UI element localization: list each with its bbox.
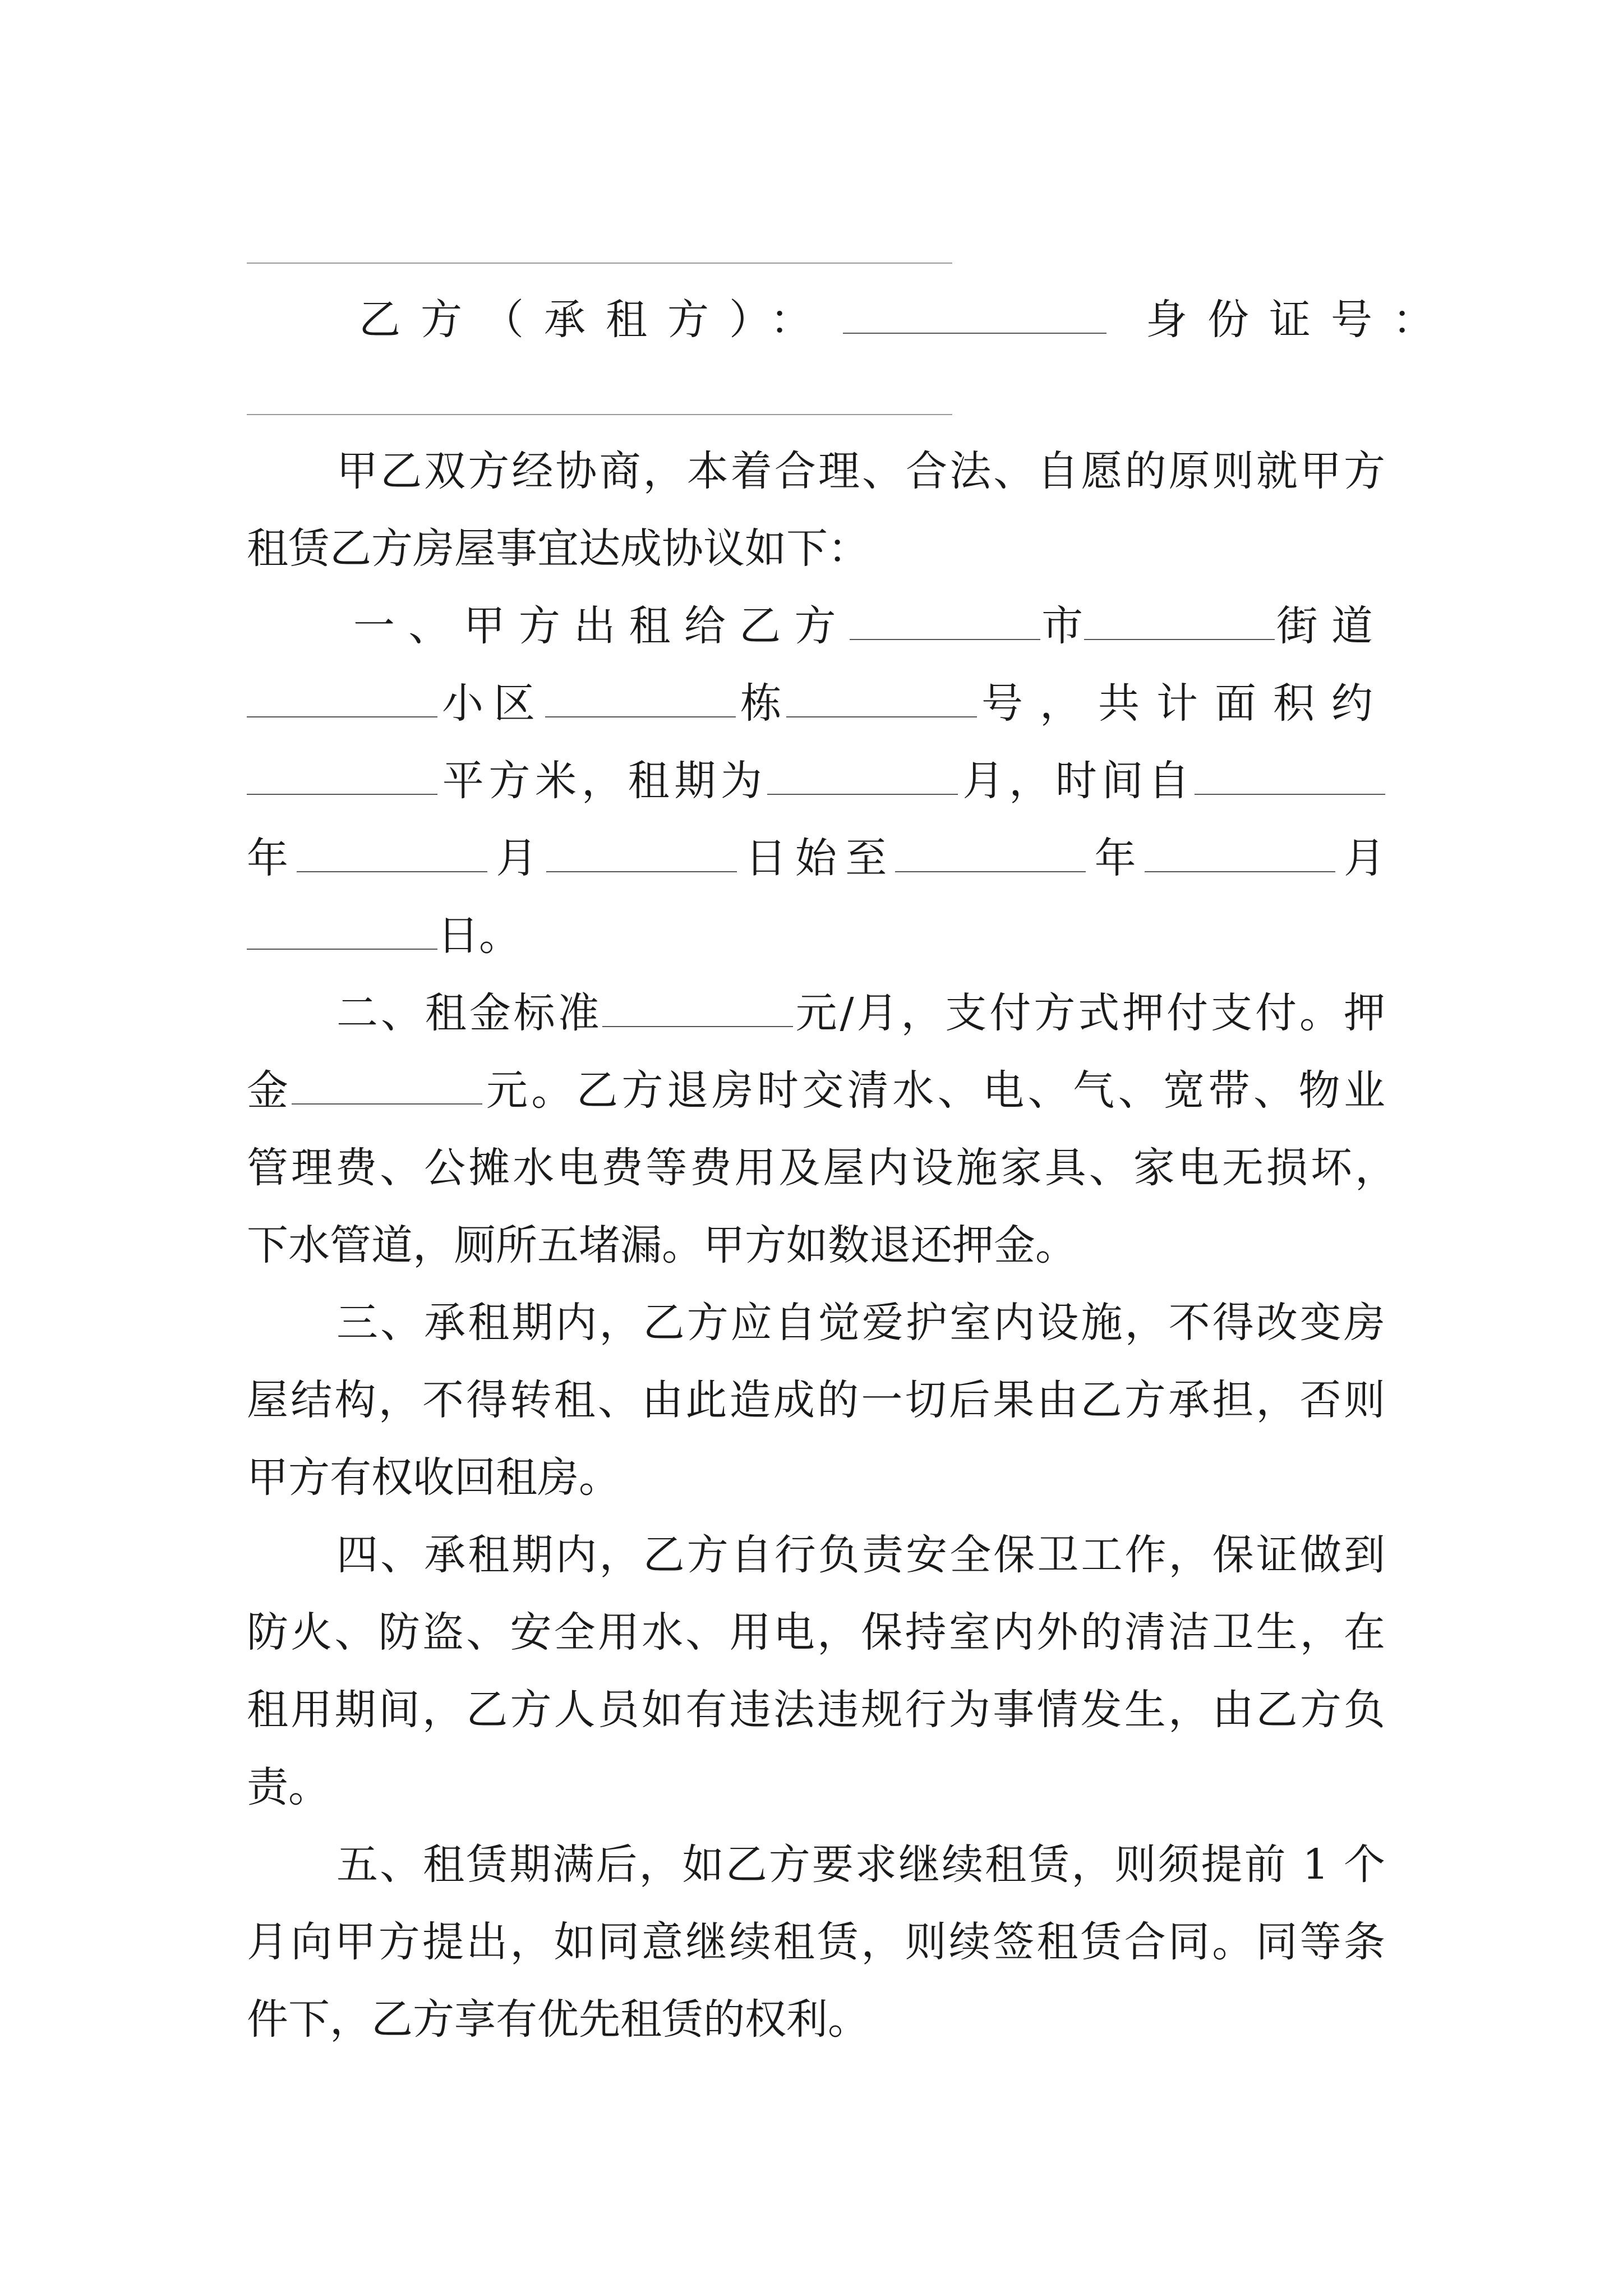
month-label: 月 (487, 834, 546, 882)
rent-blank (602, 987, 793, 1027)
clause1-lead: 一、甲方出租给乙方 (353, 602, 850, 650)
building-label: 栋 (736, 679, 786, 728)
clause2-line-1 (336, 979, 1385, 1047)
preamble-line-2: 租赁乙方房屋事宜达成协议如下： (247, 524, 869, 573)
clause3-line-1: 三、承租期内，乙方应自觉爱护室内设施，不得改变房 (336, 1299, 1385, 1347)
month2-label: 月 (1335, 834, 1386, 882)
sqm-term-label: 平方米，租期为 (437, 757, 767, 805)
day-until-label: 日始至 (736, 834, 896, 882)
per-month-label: 元/月，支付方式押付支付。押 (792, 989, 1385, 1037)
clause3-line-2: 屋结构，不得转租、由此造成的一切后果由乙方承担，否则 (247, 1376, 1385, 1424)
preamble-line-1: 甲乙双方经协商，本着合理、合法、自愿的原则就甲方 (336, 447, 1385, 495)
clause4-line-2: 防火、防盗、安全用水、用电，保持室内外的清洁卫生，在 (247, 1608, 1385, 1657)
city-blank (850, 600, 1040, 640)
number-area-label: 号，共计面积约 (977, 679, 1385, 728)
clause2-line-3: 管理费、公摊水电费等费用及屋内设施家具、家电无损坏， (247, 1144, 1396, 1192)
clause2-rest: 元。乙方退房时交清水、电、气、宽带、物业 (482, 1066, 1386, 1115)
party-b-name-blank (843, 293, 1106, 334)
community-blank (247, 677, 437, 717)
start-year-blank (1195, 754, 1385, 795)
number-blank (786, 677, 977, 717)
clause1-line-1 (353, 592, 1385, 660)
end-year-blank (895, 832, 1086, 872)
deposit-blank (292, 1064, 482, 1105)
clause2-line-2 (247, 1057, 1385, 1124)
party-b-label: 乙方（承租方）： (359, 296, 832, 344)
clause2-line-4: 下水管道，厕所五堵漏。甲方如数退还押金。 (247, 1221, 1077, 1269)
clause1-line-5 (247, 902, 1385, 969)
community-label: 小区 (437, 679, 545, 728)
clause4-line-3: 租用期间，乙方人员如有违法违规行为事情发生，由乙方负 (247, 1686, 1385, 1734)
end-month-blank (1145, 832, 1335, 872)
term-blank (767, 754, 958, 795)
year-label: 年 (247, 834, 297, 882)
clause5-line-1: 五、租赁期满后，如乙方要求继续租赁，则须提前 1 个 (336, 1841, 1385, 1889)
street-label: 街道 (1275, 602, 1386, 650)
area-blank (247, 754, 437, 795)
id-number-line (247, 414, 952, 415)
clause1-line-4 (247, 825, 1385, 892)
clause5-line-2: 月向甲方提出，如同意继续租赁，则续签租赁合同。同等条 (247, 1918, 1385, 1966)
clause1-line-3 (247, 747, 1385, 815)
clause3-line-3: 甲方有权收回租房。 (247, 1453, 620, 1502)
day-end-label: 日。 (437, 912, 520, 960)
start-day-blank (546, 832, 737, 872)
city-label: 市 (1040, 602, 1085, 650)
clause4-line-4: 责。 (247, 1763, 330, 1811)
clause5-line-3: 件下，乙方享有优先租赁的权利。 (247, 1995, 869, 2044)
clause4-line-1: 四、承租期内，乙方自行负责安全保卫工作，保证做到 (336, 1531, 1385, 1579)
street-blank (1084, 600, 1275, 640)
clause2-lead: 二、租金标准 (336, 989, 602, 1037)
signature-line-top (247, 263, 952, 264)
clause1-line-2 (247, 670, 1385, 737)
deposit-label: 金 (247, 1066, 292, 1115)
id-number-label: 身份证号： (1146, 296, 1454, 344)
party-b-line (359, 286, 1454, 353)
year2-label: 年 (1086, 834, 1145, 882)
month-time-from-label: 月，时间自 (957, 757, 1195, 805)
building-blank (545, 677, 736, 717)
start-month-blank (297, 832, 487, 872)
end-day-blank (247, 909, 437, 950)
